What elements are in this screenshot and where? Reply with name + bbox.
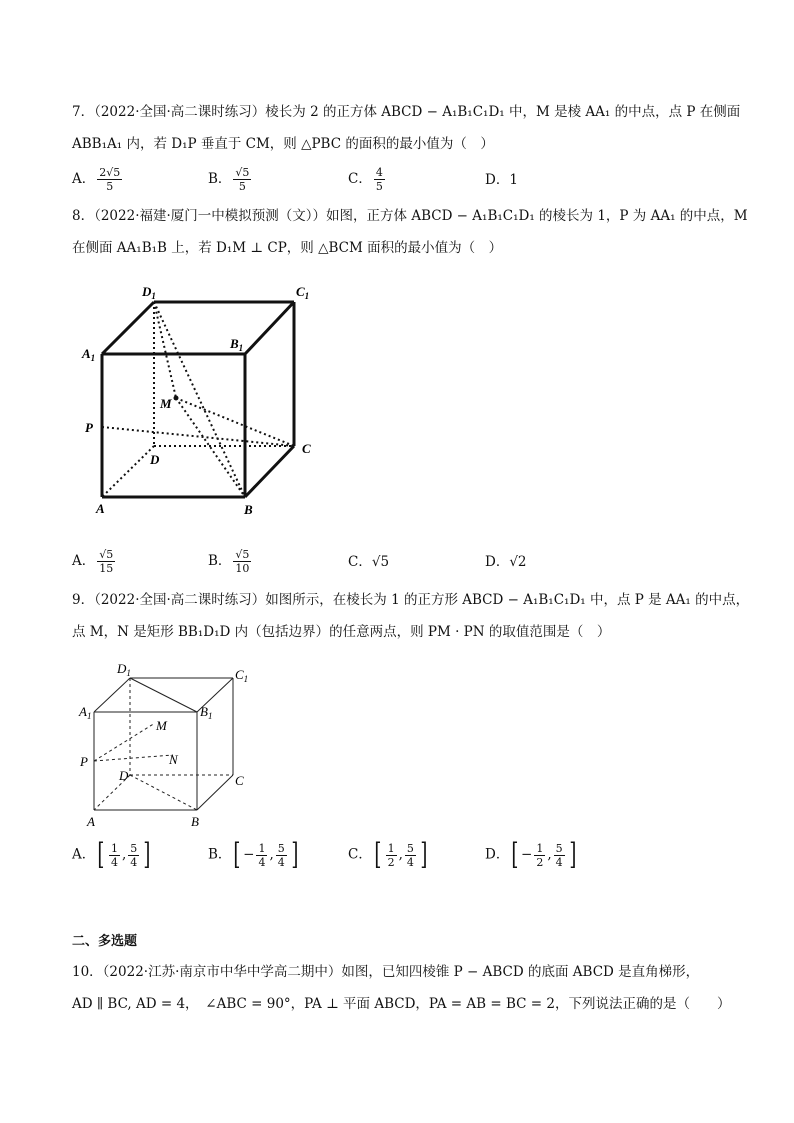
option-label: C．: [348, 171, 372, 187]
section-heading: 二、多选题: [72, 934, 138, 949]
q9-stem-line1: 9．（2022·全国·高二课时练习）如图所示，在棱长为 1 的正方形 ABCD − A₁B₁C₁D₁ 中，点 P 是 AA₁ 的中点，: [72, 592, 750, 608]
q8-option-d[interactable]: [485, 552, 527, 572]
fraction: [386, 842, 397, 869]
right-bracket: ]: [569, 837, 577, 872]
option-label: C．: [348, 846, 372, 863]
right-bracket: ]: [420, 837, 428, 872]
denominator: 4: [110, 855, 118, 869]
numerator: 1: [110, 841, 118, 855]
fraction: [97, 166, 122, 193]
denominator: 5: [238, 180, 246, 193]
label-p: P: [80, 754, 88, 769]
q9-option-d[interactable]: [485, 837, 578, 872]
label-c1: $C_1$: [235, 667, 249, 684]
denominator: 4: [258, 855, 266, 869]
q8-option-c[interactable]: [348, 552, 389, 572]
label-d: D: [150, 452, 160, 467]
option-label: D．: [485, 846, 510, 863]
left-bracket: [: [374, 837, 382, 872]
label-b: B: [191, 814, 199, 829]
q7-stem-line2: ABB₁A₁ 内，若 D₁P 垂直于 CM，则 △PBC 的面积的最小值为（ ）: [72, 136, 494, 152]
fraction: [534, 842, 545, 869]
numerator: √5: [235, 548, 250, 561]
label-a: A: [96, 501, 105, 516]
label-m: M: [160, 396, 172, 411]
q7-option-b[interactable]: [208, 166, 253, 193]
fraction: [233, 548, 251, 575]
denominator: 15: [99, 562, 114, 575]
option-label: A．: [72, 553, 96, 569]
label-b: B: [244, 502, 253, 517]
numerator: 1: [387, 841, 395, 855]
label-n: N: [169, 752, 178, 767]
numerator: 4: [375, 166, 383, 179]
q9-option-a[interactable]: [72, 837, 153, 872]
comma: ,: [269, 846, 274, 863]
label-a: A: [87, 814, 95, 829]
denominator: 4: [406, 855, 414, 869]
q7-option-c[interactable]: [348, 166, 387, 193]
q8-option-a[interactable]: [72, 548, 117, 575]
numerator: 5: [277, 841, 285, 855]
option-label: C．: [348, 554, 372, 570]
left-bracket: [: [97, 837, 105, 872]
label-c1: $C_1$: [296, 284, 310, 301]
fraction: [405, 842, 416, 869]
q8-cube-figure: [80, 280, 340, 520]
option-value: √2: [509, 554, 527, 570]
fraction: [109, 842, 120, 869]
fraction: [276, 842, 287, 869]
option-label: D．: [485, 172, 510, 188]
denominator: 2: [387, 855, 395, 869]
q9-option-c[interactable]: [348, 837, 430, 872]
denominator: 5: [375, 180, 383, 193]
denominator: 4: [130, 855, 138, 869]
right-bracket: ]: [143, 837, 151, 872]
numerator: √5: [235, 166, 250, 179]
denominator: 4: [555, 855, 563, 869]
label-d1: $D_1$: [142, 284, 156, 301]
label-b1: $B_1$: [230, 336, 244, 353]
denominator: 10: [235, 562, 250, 575]
q10-stem-line2: AD ∥ BC, AD = 4， ∠ABC = 90°，PA ⊥ 平面 ABCD，PA = AB = BC = 2，下列说法正确的是（ ）: [72, 996, 731, 1012]
q7-option-d[interactable]: [485, 170, 518, 190]
numerator: 5: [406, 841, 414, 855]
numerator: 5: [555, 841, 563, 855]
numerator: 1: [536, 841, 544, 855]
minus-sign: −: [243, 846, 255, 863]
q7-stem-line1: 7．（2022·全国·高二课时练习）棱长为 2 的正方体 ABCD − A₁B₁C₁D₁ 中，M 是棱 AA₁ 的中点，点 P 在侧面: [72, 104, 741, 120]
q8-option-b[interactable]: [208, 548, 253, 575]
label-b1: $B_1$: [200, 704, 213, 721]
q8-stem-line1: 8．（2022·福建·厦门一中模拟预测（文））如图，正方体 ABCD − A₁B₁C₁D₁ 的棱长为 1，P 为 AA₁ 的中点，M: [72, 208, 748, 224]
numerator: 1: [258, 841, 266, 855]
option-label: A．: [72, 171, 96, 187]
fraction: [554, 842, 565, 869]
label-c: C: [302, 441, 311, 456]
fraction: [233, 166, 251, 193]
left-bracket: [: [233, 837, 241, 872]
solid-edges: [94, 678, 233, 810]
option-label: B．: [208, 171, 232, 187]
left-bracket: [: [511, 837, 519, 872]
fraction: [256, 842, 267, 869]
q9-option-b[interactable]: [208, 837, 300, 872]
label-d: D: [119, 768, 129, 783]
comma: ,: [398, 846, 403, 863]
comma: ,: [547, 846, 552, 863]
fraction: [374, 166, 385, 193]
numerator: 2√5: [99, 166, 121, 179]
right-bracket: ]: [291, 837, 299, 872]
q10-stem-line1: 10．（2022·江苏·南京市中华中学高二期中）如图，已知四棱锥 P − ABCD 的底面 ABCD 是直角梯形，: [72, 964, 700, 980]
denominator: 4: [277, 855, 285, 869]
q8-stem-line2: 在侧面 AA₁B₁B 上，若 D₁M ⊥ CP，则 △BCM 面积的最小值为（ ）: [72, 240, 503, 256]
label-c: C: [235, 773, 244, 788]
q7-option-a[interactable]: [72, 166, 124, 193]
label-a1: $A_1$: [79, 704, 92, 721]
label-d1: $D_1$: [117, 661, 131, 678]
option-label: D．: [485, 554, 510, 570]
option-value: √5: [371, 554, 390, 570]
minus-sign: −: [521, 846, 533, 863]
label-p: P: [85, 420, 93, 435]
denominator: 2: [536, 855, 544, 869]
label-a1: $A_1$: [82, 346, 96, 363]
numerator: 5: [130, 841, 138, 855]
denominator: 5: [106, 180, 114, 193]
numerator: √5: [99, 548, 114, 561]
fraction: [128, 842, 139, 869]
option-label: A．: [72, 846, 96, 863]
q9-stem-line2: 点 M，N 是矩形 BB₁D₁D 内（包括边界）的任意两点，则 PM · PN 的取值范围是（ ）: [72, 624, 611, 640]
option-value: 1: [509, 172, 518, 188]
q9-cube-figure: [75, 658, 275, 833]
point-m-dot: [174, 396, 179, 401]
option-label: B．: [208, 553, 232, 569]
comma: ,: [121, 846, 127, 863]
option-label: B．: [208, 846, 232, 863]
label-m: M: [156, 718, 167, 733]
fraction: [97, 548, 115, 575]
